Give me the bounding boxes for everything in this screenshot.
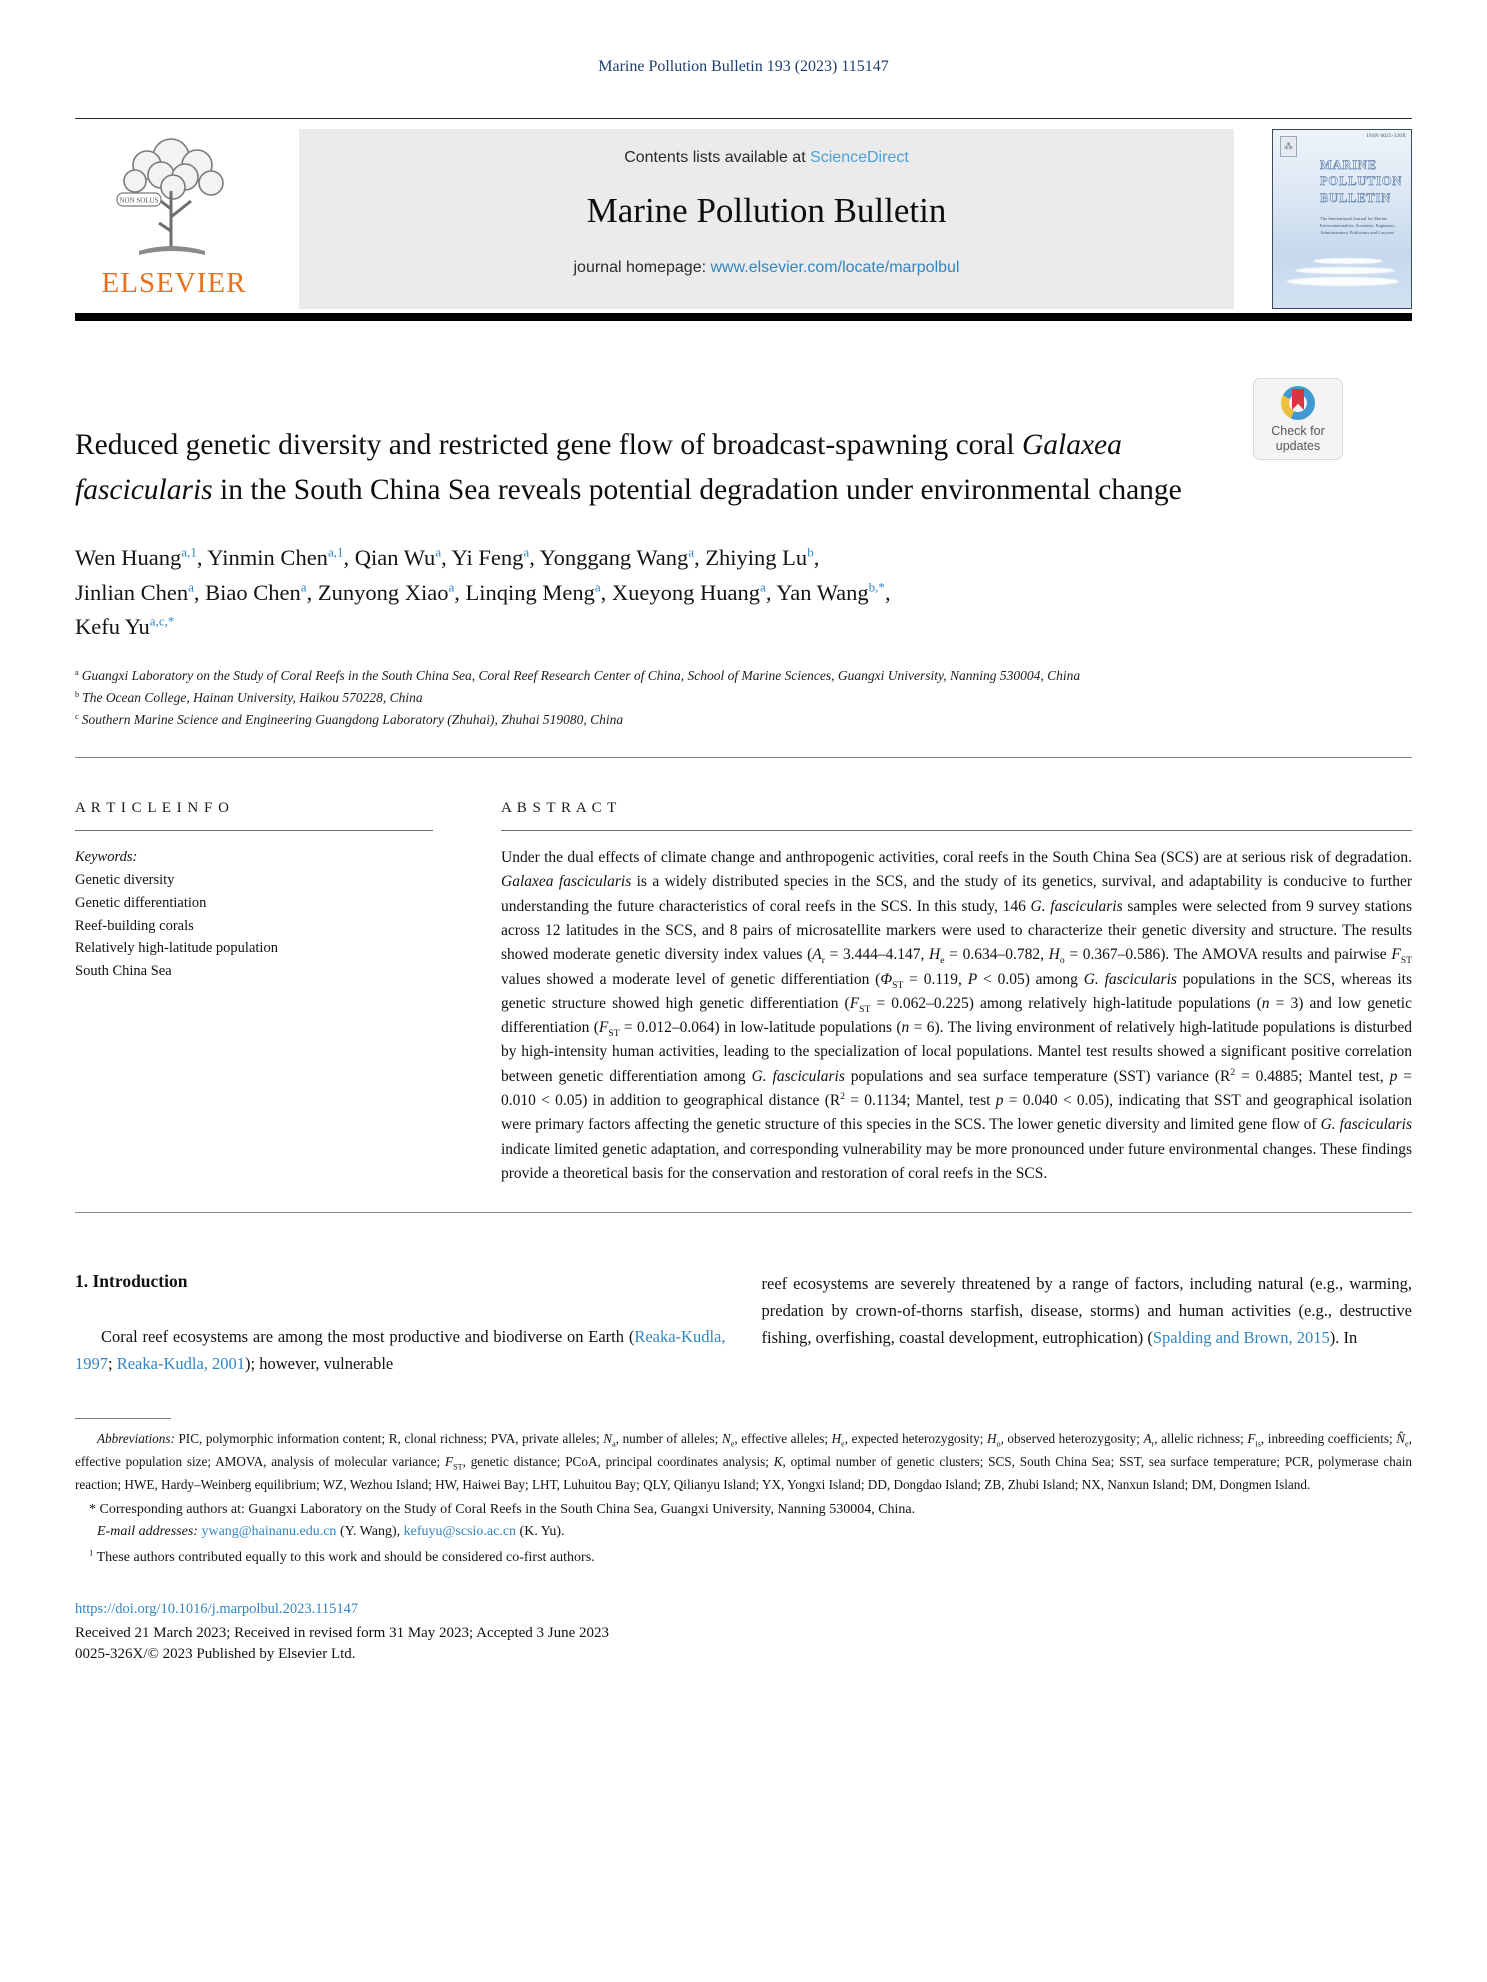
citation-header: Marine Pollution Bulletin 193 (2023) 115147	[598, 58, 889, 75]
homepage-line	[299, 259, 1234, 277]
abstract-column	[501, 758, 1412, 1187]
elsevier-logo	[75, 129, 273, 309]
affiliation-list	[75, 665, 1412, 731]
keywords-label: Keywords:	[75, 848, 138, 865]
cover-sea-highlight	[1287, 277, 1399, 286]
inline-link[interactable]: Reaka-Kudla, 1997	[75, 1327, 726, 1374]
homepage-label: journal homepage:	[573, 259, 711, 276]
author-affiliation-sup[interactable]: a	[523, 544, 530, 560]
journal-cover-thumbnail[interactable]	[1272, 129, 1412, 309]
cover-title: MARINE POLLUTION BULLETIN	[1320, 158, 1403, 205]
abstract-heading-rule	[501, 830, 1412, 831]
inline-link[interactable]: kefuyu@scsio.ac.cn	[403, 1524, 517, 1540]
tree-ground	[139, 246, 205, 255]
title-part-pre: Reduced genetic diversity and restricted gene flow of broadcast-spawning coral	[75, 429, 1022, 461]
author-affiliation-sup[interactable]: a	[594, 579, 601, 595]
journal-banner	[299, 129, 1234, 309]
intro-paragraph-left: Coral reef ecosystems are among the most productive and biodiverse on Earth (Reaka-Kudla, 1997; Reaka-Kudla, 2001); however, vulnerable	[75, 1327, 726, 1374]
motto-banner	[117, 193, 161, 206]
article-title	[75, 423, 1260, 513]
elsevier-wordmark: ELSEVIER	[101, 267, 247, 299]
author-affiliation-sup[interactable]: a,1	[181, 544, 197, 560]
journal-title: Marine Pollution Bulletin	[586, 191, 947, 230]
check-updates-badge[interactable]	[1253, 378, 1343, 460]
author-affiliation-sup[interactable]: a	[300, 579, 307, 595]
affiliation-sup: b	[75, 689, 80, 699]
keyword-item: Relatively high-latitude population	[75, 940, 278, 957]
author-affiliation-sup[interactable]: a	[760, 579, 766, 595]
abstract-text: Under the dual effects of climate change and anthropogenic activities, coral reefs in the South China Sea (SCS) are at serious risk of degradation. Galaxea fascicularis is a widely distributed species in the SCS, and the study of its genetics, survival, and adaptability is conducive to further understanding the future characteristics of coral reefs in the SCS. In this study, 146 G. fascicularis samples were selected from 9 survey stations across 12 latitudes in the SCS, and 8 pairs of microsatellite markers were used to characterize their genetic diversity and structure. The results showed moderate genetic diversity index values ($A_r = 3.444-4.147$, $H_e = 0.634-0.782$, $H_o = 0.367-0.586$). The AMOVA results and pairwise $F_{ST}$ values showed a moderate level of genetic differentiation ($\Phi_{ST} = 0.119$, P < 0.05) among G. fascicularis populations in the SCS, whereas its genetic structure showed high genetic differentiation $(F_{ST} = 0.062-0.225)$ among relatively high-latitude populations (n = 3) and low genetic differentiation $(F_{ST} = 0.012-0.064)$ in low-latitude populations (n = 6). The living environment of relatively high-latitude populations is disturbed by high-intensity human activities, leading to the specialization of local populations. Mantel test results showed a significant positive correlation between genetic differentiation among G. fascicularis populations and sea surface temperature (SST) variance ($R^2 = 0.4885$; Mantel test, p = 0.010 < 0.05) in addition to geographical distance ($R^2 = 0.1134$; Mantel, test p = 0.040 < 0.05), indicating that SST and geographical isolation were primary factors affecting the genetic structure of this species in the SCS. The lower genetic diversity and limited gene flow of G. fascicularis indicate limited genetic adaptation, and corresponding vulnerability may be more pronounced under future environmental changes. These findings provide a theoretical basis for the conservation and restoration of coral reefs in the SCS.	[501, 848, 1413, 1183]
affiliation-text: The Ocean College, Hainan University, Haikou 570228, China	[82, 690, 423, 706]
intro-left-column	[75, 1271, 726, 1378]
cover-sea-highlight	[1313, 258, 1383, 264]
title-species-italic: Galaxea fascicularis	[75, 429, 1122, 506]
abstract-heading: A B S T R A C T	[501, 799, 618, 816]
contents-label: Contents lists available at	[624, 149, 811, 166]
publication-block	[75, 1601, 1412, 1663]
inline-link[interactable]: Spalding and Brown, 2015	[1152, 1328, 1330, 1348]
keyword-item: Genetic differentiation	[75, 894, 207, 911]
update-ring-icon	[1281, 386, 1315, 420]
author-affiliation-sup[interactable]: a	[435, 544, 442, 560]
author-affiliation-sup[interactable]: a	[688, 544, 695, 560]
author-affiliation-sup[interactable]: b,*	[868, 579, 885, 595]
title-part-post: in the South China Sea reveals potential degradation under environmental change	[212, 473, 1182, 506]
affiliation	[75, 665, 1412, 687]
check-updates-label: Check for updates	[1271, 424, 1325, 454]
author-affiliation-sup[interactable]: a,c,*	[149, 613, 175, 629]
article-info-heading: A R T I C L E I N F O	[75, 799, 230, 816]
contribution-note: $^1$ These authors contributed equally to this work and should be considered co-first authors.	[89, 1546, 595, 1565]
copyright-line: 0025-326X/© 2023 Published by Elsevier Ltd.	[75, 1645, 356, 1662]
author-list: Wen Huang$^{a,1}$, Yinmin Chen$^{a,1}$, Qian Wu$^a$, Yi Feng$^a$, Yonggang Wang$^a$, Zhiying Lu$^b$, Jinlian Chen$^a$, Biao Chen$^a$, Zunyong Xiao$^a$, Linqing Meng$^a$, Xueyong Huang$^a$, Yan Wang$^{b,*}$, Kefu $Yu^{a,c,*}$	[75, 544, 891, 640]
correspondence-note: * Corresponding authors at: Guangxi Laboratory on the Study of Coral Reefs in the South China Sea, Guangxi University, Nanning 530004, China.	[89, 1502, 916, 1518]
footnote-rule	[75, 1418, 171, 1419]
received-line: Received 21 March 2023; Received in revised form 31 May 2023; Accepted 3 June 2023	[75, 1624, 610, 1641]
author-affiliation-sup[interactable]: b	[807, 544, 814, 560]
author-affiliation-sup[interactable]: a,1	[327, 544, 344, 560]
keyword-item: Reef-building corals	[75, 917, 194, 934]
homepage-link[interactable]: www.elsevier.com/locate/marpolbul	[710, 259, 960, 276]
cover-logo-icon: ⁂	[1280, 136, 1297, 157]
email-note: E-mail addresses: ywang@hainanu.edu.cn (Y. Wang), kefuyu@scsio.ac.cn (K. Yu).	[97, 1524, 565, 1540]
journal-header	[75, 129, 1412, 309]
affiliation-text: Southern Marine Science and Engineering Guangdong Laboratory (Zhuhai), Zhuhai 519080, China	[81, 712, 624, 727]
top-divider	[75, 118, 1412, 119]
affiliation-text: Guangxi Laboratory on the Study of Coral Reefs in the South China Sea, Coral Reef Research Center of China, School of Marine Sciences, Guangxi University, Nanning 530004, China	[81, 668, 1081, 684]
intro-right-column	[762, 1271, 1413, 1378]
keywords-block	[75, 846, 433, 983]
cover-issn: ISSN 0025-326X	[1366, 134, 1406, 139]
cover-tagline: The International Journal for Marine Environmentalists, Scientists, Engineers, Administrators, Politicians and Lawyers	[1320, 216, 1396, 235]
affiliation	[75, 687, 1412, 709]
affiliation-sup: c	[75, 711, 79, 721]
affiliation	[75, 709, 1412, 731]
intro-paragraph-right: reef ecosystems are severely threatened by a range of factors, including natural (e.g., warming, predation by crown-of-thorns starfish, disease, storms) and human activities (e.g., destructive fishing, overfishing, coastal development, eutrophication) (Spalding and Brown, 2015). In	[761, 1274, 1412, 1348]
info-abstract-section	[75, 758, 1412, 1214]
doi-link[interactable]: https://doi.org/10.1016/j.marpolbul.2023.115147	[75, 1600, 359, 1617]
article-info-heading-rule	[75, 830, 433, 831]
affiliation-sup: a	[75, 667, 79, 677]
article-info-column	[75, 758, 433, 1187]
abbreviations-note: Abbreviations: PIC, polymorphic information content; R, clonal richness; PVA, private alleles; $N_a$, number of alleles; $N_e$, effective alleles; $H_e$, expected heterozygosity; $H_o$, observed heterozygosity; $A_r$, allelic richness; $F_{is}$, inbreeding coefficients; $N̂_e$, effective population size; AMOVA, analysis of molecular variance; $F_{ST}$, genetic distance; PCoA, principal coordinates analysis; K, optimal number of genetic clusters; SCS, South China Sea; SST, sea surface temperature; PCR, polymerase chain reaction; HWE, Hardy–Weinberg equilibrium; WZ, Wezhou Island; HW, Haiwei Bay; LHT, Luhuitou Bay; QLY, Qilianyu Island; YX, Yongxi Island; DD, Dongdao Island; ZB, Zhubi Island; NX, Nanxun Island; DM, Dongmen Island.	[75, 1431, 1412, 1492]
keyword-item: South China Sea	[75, 963, 172, 980]
introduction-section	[75, 1271, 1412, 1378]
author-affiliation-sup[interactable]: a	[188, 579, 194, 595]
header-black-bar	[75, 313, 1412, 321]
inline-link[interactable]: ywang@hainanu.edu.cn	[201, 1524, 337, 1540]
intro-heading: 1. Introduction	[75, 1271, 188, 1292]
cover-column	[1234, 129, 1412, 309]
contents-line	[299, 149, 1234, 167]
footnote-area	[75, 1418, 1412, 1568]
elsevier-motto-text: NON SOLUS	[119, 196, 159, 205]
sciencedirect-link[interactable]: ScienceDirect	[810, 149, 909, 166]
cover-sea-highlight	[1295, 267, 1395, 274]
elsevier-tree-icon	[109, 131, 239, 271]
author-affiliation-sup[interactable]: a	[448, 579, 455, 595]
inline-link[interactable]: Reaka-Kudla, 2001	[116, 1354, 246, 1374]
keyword-item: Genetic diversity	[75, 871, 175, 888]
